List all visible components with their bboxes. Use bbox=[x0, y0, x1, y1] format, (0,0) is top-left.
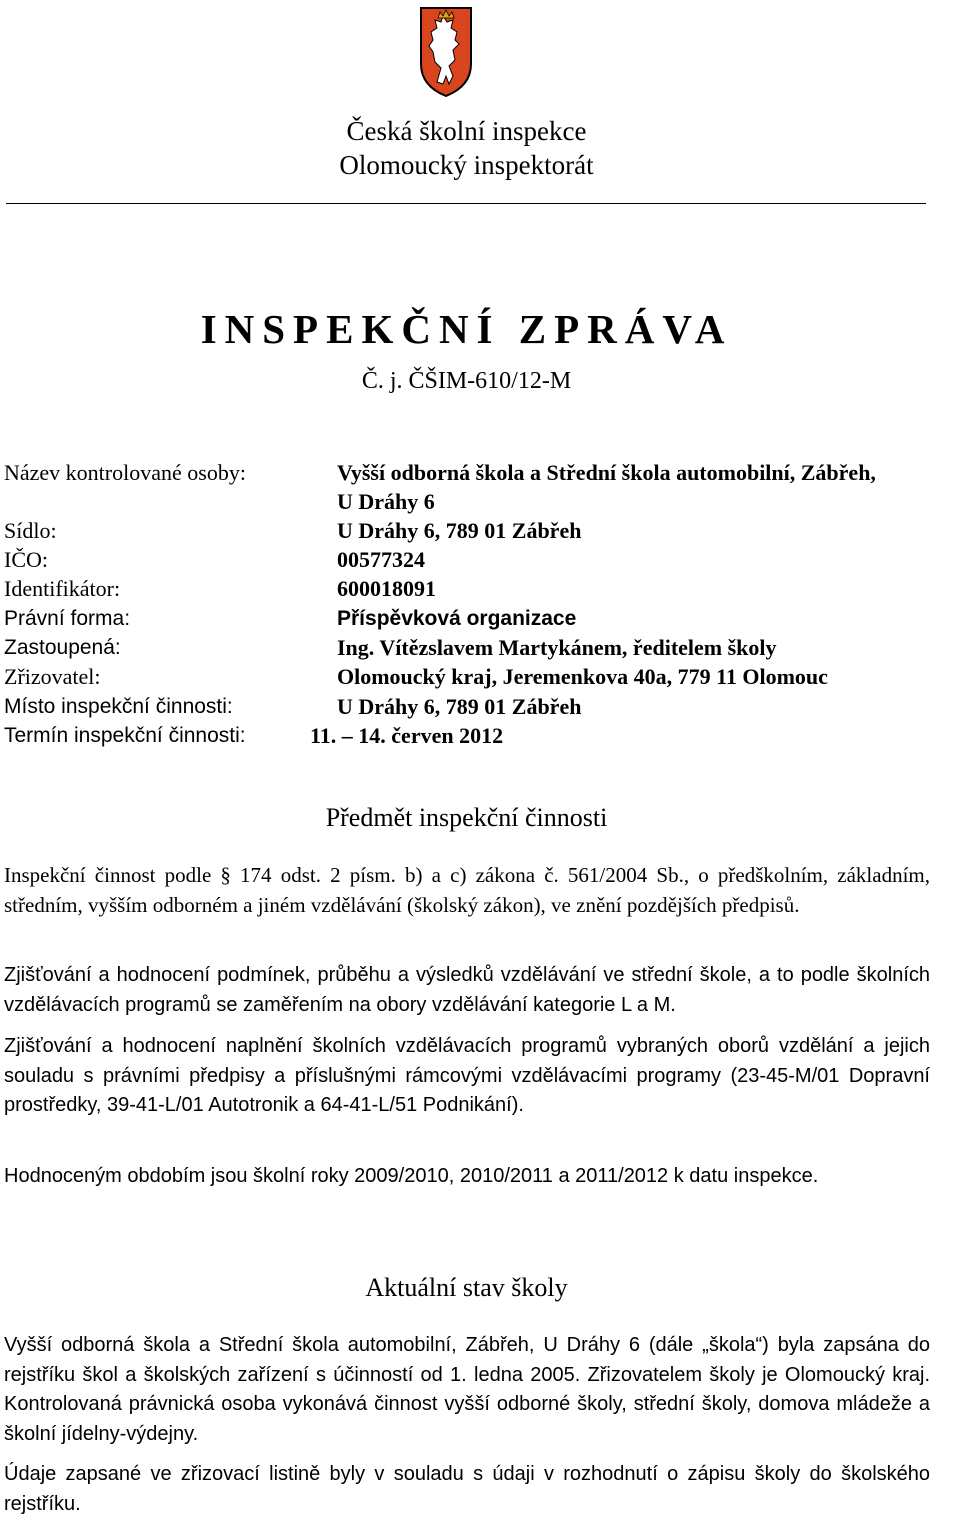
place-value: U Dráhy 6, 789 01 Zábřeh bbox=[337, 694, 582, 719]
ico-label: IČO: bbox=[4, 547, 48, 572]
seat-value: U Dráhy 6, 789 01 Zábřeh bbox=[337, 518, 582, 543]
status-heading: Aktuální stav školy bbox=[365, 1273, 568, 1302]
inspectorate-name: Olomoucký inspektorát bbox=[339, 150, 594, 180]
represented-label: Zastoupená: bbox=[4, 636, 121, 659]
place-label: Místo inspekční činnosti: bbox=[4, 695, 233, 718]
term-value: 11. – 14. červen 2012 bbox=[310, 723, 504, 748]
name-value: Vyšší odborná škola a Střední škola automobilní, Zábřeh, bbox=[337, 460, 876, 485]
institution-name: Česká školní inspekce bbox=[346, 116, 587, 146]
subject-paragraph-4: Hodnoceným obdobím jsou školní roky 2009/2010, 2010/2011 a 2011/2012 k datu inspekce. bbox=[4, 1165, 819, 1187]
identifier-label: Identifikátor: bbox=[4, 576, 121, 601]
name-label: Název kontrolované osoby: bbox=[4, 460, 246, 485]
legal-form-value: Příspěvková organizace bbox=[337, 607, 577, 630]
subject-paragraph-3: Zjišťování a hodnocení naplnění školních vzdělávacích programů vybraných oborů vzdělání a jejich souladu s právními předpisy a příslušnými rámcovými vzdělávacími programy (23-45-M/01 Dopravní prostředky, 39-41-L/01 Autotronik a 64-41-L/51 Podnikání). bbox=[4, 1035, 930, 1116]
subject-paragraph-1: Inspekční činnost podle § 174 odst. 2 písm. b) a c) zákona č. 561/2004 Sb., o předškolním, základním, středním, vyšším odborném a jiném vzdělávání (školský zákon), ve znění pozdějších předpisů. bbox=[4, 863, 930, 917]
identifier-value: 600018091 bbox=[337, 576, 436, 601]
founder-label: Zřizovatel: bbox=[4, 664, 101, 689]
reference-number: Č. j. ČŠIM-610/12-M bbox=[361, 368, 572, 394]
ico-value: 00577324 bbox=[337, 547, 425, 572]
subject-paragraph-2: Zjišťování a hodnocení podmínek, průběhu a výsledků vzdělávání ve střední škole, a to podle školních vzdělávacích programů se zaměřením na obory vzdělávání kategorie L a M. bbox=[4, 964, 930, 1016]
report-title: INSPEKČNÍ ZPRÁVA bbox=[200, 306, 733, 352]
header-divider bbox=[6, 203, 926, 204]
seat-label: Sídlo: bbox=[4, 518, 57, 543]
subject-heading: Předmět inspekční činnosti bbox=[325, 803, 608, 832]
legal-form-label: Právní forma: bbox=[4, 607, 131, 630]
coat-of-arms-emblem bbox=[419, 6, 473, 98]
name-value-cont: U Dráhy 6 bbox=[337, 489, 435, 514]
term-label: Termín inspekční činnosti: bbox=[4, 724, 246, 747]
status-paragraph-2: Údaje zapsané ve zřizovací listině byly v souladu s údaji v rozhodnutí o zápisu školy do školského rejstříku. bbox=[4, 1463, 930, 1515]
founder-value: Olomoucký kraj, Jeremenkova 40a, 779 11 Olomouc bbox=[337, 664, 828, 689]
represented-value: Ing. Vítězslavem Martykánem, ředitelem školy bbox=[337, 635, 777, 660]
status-paragraph-1: Vyšší odborná škola a Střední škola automobilní, Zábřeh, U Dráhy 6 (dále „škola“) byla zapsána do rejstříku škol a školských zařízení s účinností od 1. ledna 2005. Zřizovatelem školy je Olomoucký kraj. Kontrolovaná právnická osoba vykonává činnost vyšší odborné školy, střední školy, domova mládeže a školní jídelny-výdejny. bbox=[4, 1334, 930, 1445]
